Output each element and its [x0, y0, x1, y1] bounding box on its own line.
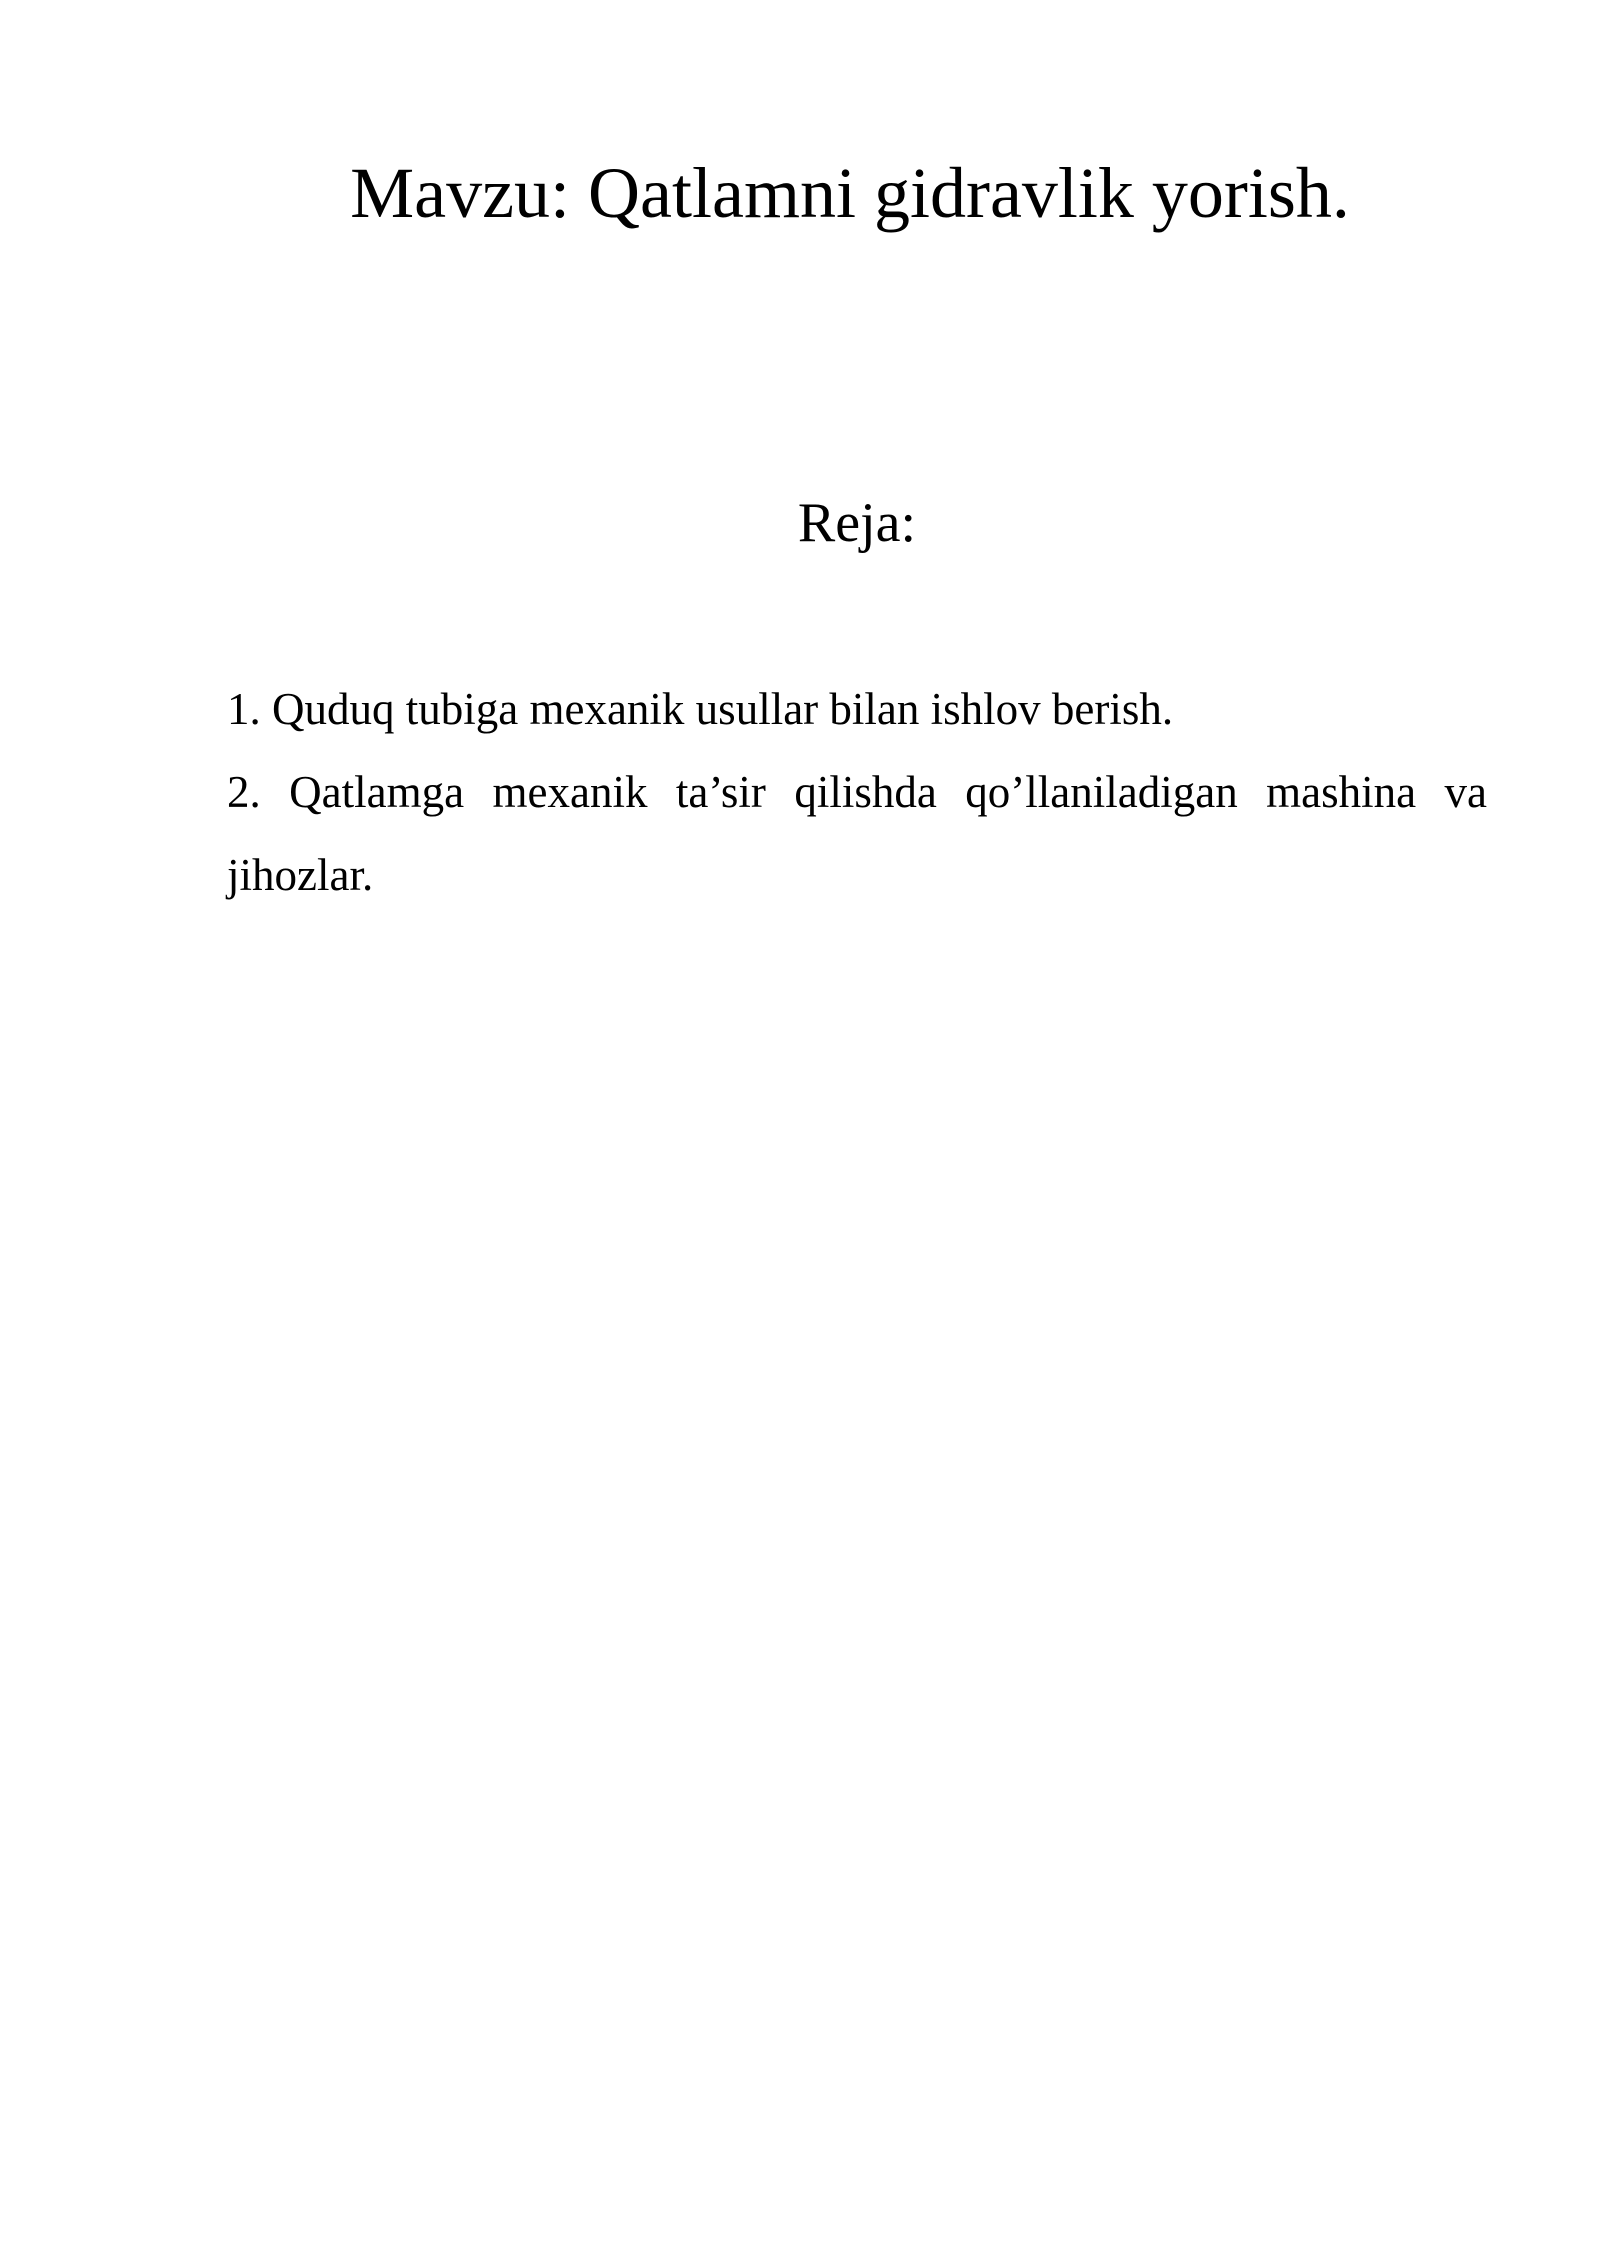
page-title: Mavzu: Qatlamni gidravlik yorish.: [350, 153, 1350, 233]
plan-list: [227, 668, 1487, 917]
plan-item-1: 1. Quduq tubiga mexanik usullar bilan ishlov berish.: [227, 684, 1174, 734]
plan-heading: Reja:: [797, 492, 917, 554]
plan-item-2: 2. Qatlamga mexanik ta’sir qilishda qo’llaniladigan mashina va jihozlar.: [227, 767, 1487, 900]
